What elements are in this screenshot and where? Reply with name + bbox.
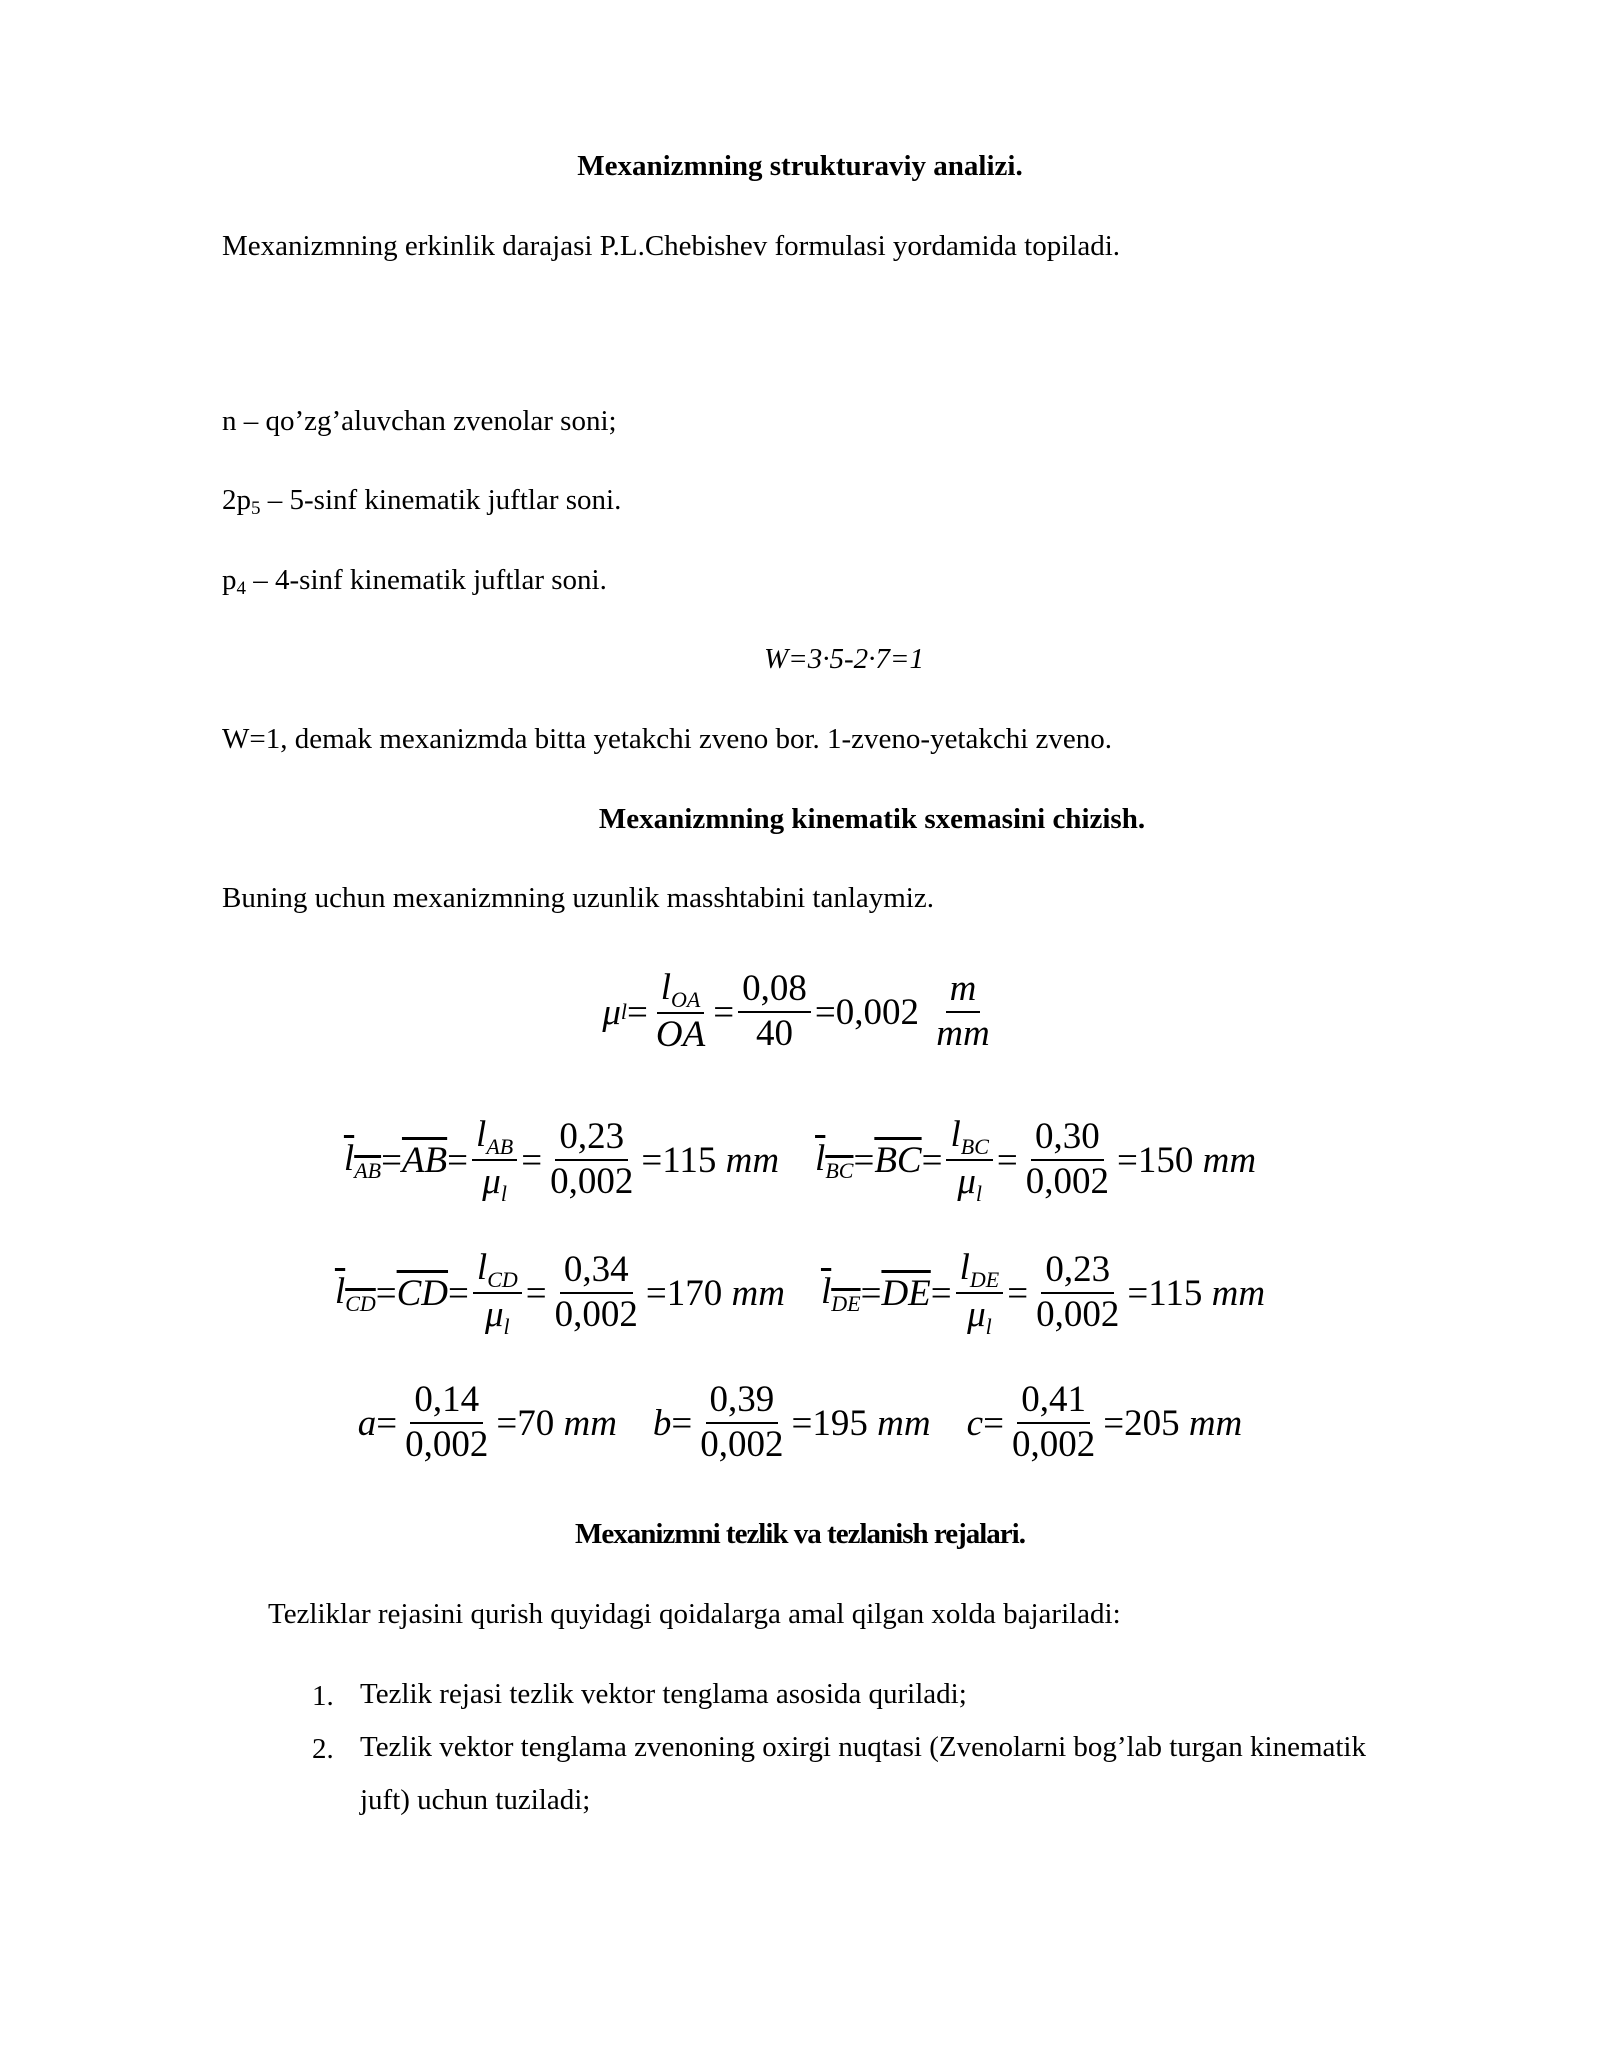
formula-param-a: a = $\frac{0,14}{0,002}$ = 70 mm (357, 1379, 617, 1465)
formula-w: W=3·5-2·7=1 (764, 643, 924, 675)
paragraph-velocity-rules: Tezliklar rejasini qurish quyidagi qoidalarga amal qilgan xolda bajariladi: (268, 1598, 1121, 1630)
formula-length-ab: $l_{AB}$ = $\overline{AB}$ = $\frac{l_{AB}}{\mu_l}$ = $\frac{0,23}{0,002}$ = 115 mm (343, 1113, 780, 1206)
formula-length-cd: $l_{CD}$ = $\overline{CD}$ = $\frac{l_{CD}}{\mu_l}$ = $\frac{0,34}{0,002}$ = 170 mm (334, 1246, 785, 1339)
list-item-2-text: Tezlik vektor tenglama zvenoning oxirgi nuqtasi (Zvenolarni bog’lab turgan kinematik (360, 1731, 1366, 1763)
definition-n: n – qo’zg’aluvchan zvenolar soni; (222, 405, 617, 437)
paragraph-leading-link: W=1, demak mexanizmda bitta yetakchi zveno bor. 1-zveno-yetakchi zveno. (222, 723, 1113, 755)
heading-structural-analysis: Mexanizmning strukturaviy analizi. (577, 150, 1023, 182)
paragraph-scale-choice: Buning uchun mexanizmning uzunlik masshtabini tanlaymiz. (222, 882, 934, 914)
formula-param-b: b = $\frac{0,39}{0,002}$ = 195 mm (652, 1379, 931, 1465)
list-item-2-text-continued: juft) uchun tuziladi; (360, 1784, 591, 1816)
formula-length-scale: μ l = $\frac{l_{OA}}{OA}$ = $\frac{0,08}{40}$ = 0,002 $\frac{m}{mm}$ (602, 967, 990, 1056)
list-item-1-text: Tezlik rejasi tezlik vektor tenglama asosida quriladi; (360, 1678, 967, 1710)
formula-length-bc: $l_{BC}$ = $\overline{BC}$ = $\frac{l_{BC}}{\mu_l}$ = $\frac{0,30}{0,002}$ = 150 mm (815, 1113, 1257, 1206)
heading-kinematic-scheme: Mexanizmning kinematik sxemasini chizish. (598, 803, 1146, 835)
formula-length-de: $l_{DE}$ = $\overline{DE}$ = $\frac{l_{DE}}{\mu_l}$ = $\frac{0,23}{0,002}$ = 115 mm (820, 1246, 1266, 1339)
formula-row-abc (0, 1368, 1600, 1478)
definition-p4: $p_4 - 4-\sin f$ kinematik juftlar soni. (222, 564, 607, 599)
formula-row-cd-de (0, 1238, 1600, 1348)
list-item-number-1: 1. (312, 1680, 334, 1712)
list-item-number-2: 2. (312, 1733, 334, 1765)
definition-p5: $2p_5 - 5-\sin f$ kinematik juftlar soni. (222, 484, 622, 519)
heading-velocity-plans: Mexanizmni tezlik va tezlanish rejalari. (575, 1518, 1025, 1550)
paragraph-degree-of-freedom: Mexanizmning erkinlik darajasi P.L.Chebishev formulasi yordamida topiladi. (222, 230, 1121, 262)
formula-param-c: c = $\frac{0,41}{0,002}$ = 205 mm (966, 1379, 1243, 1465)
formula-row-ab-bc (0, 1105, 1600, 1215)
